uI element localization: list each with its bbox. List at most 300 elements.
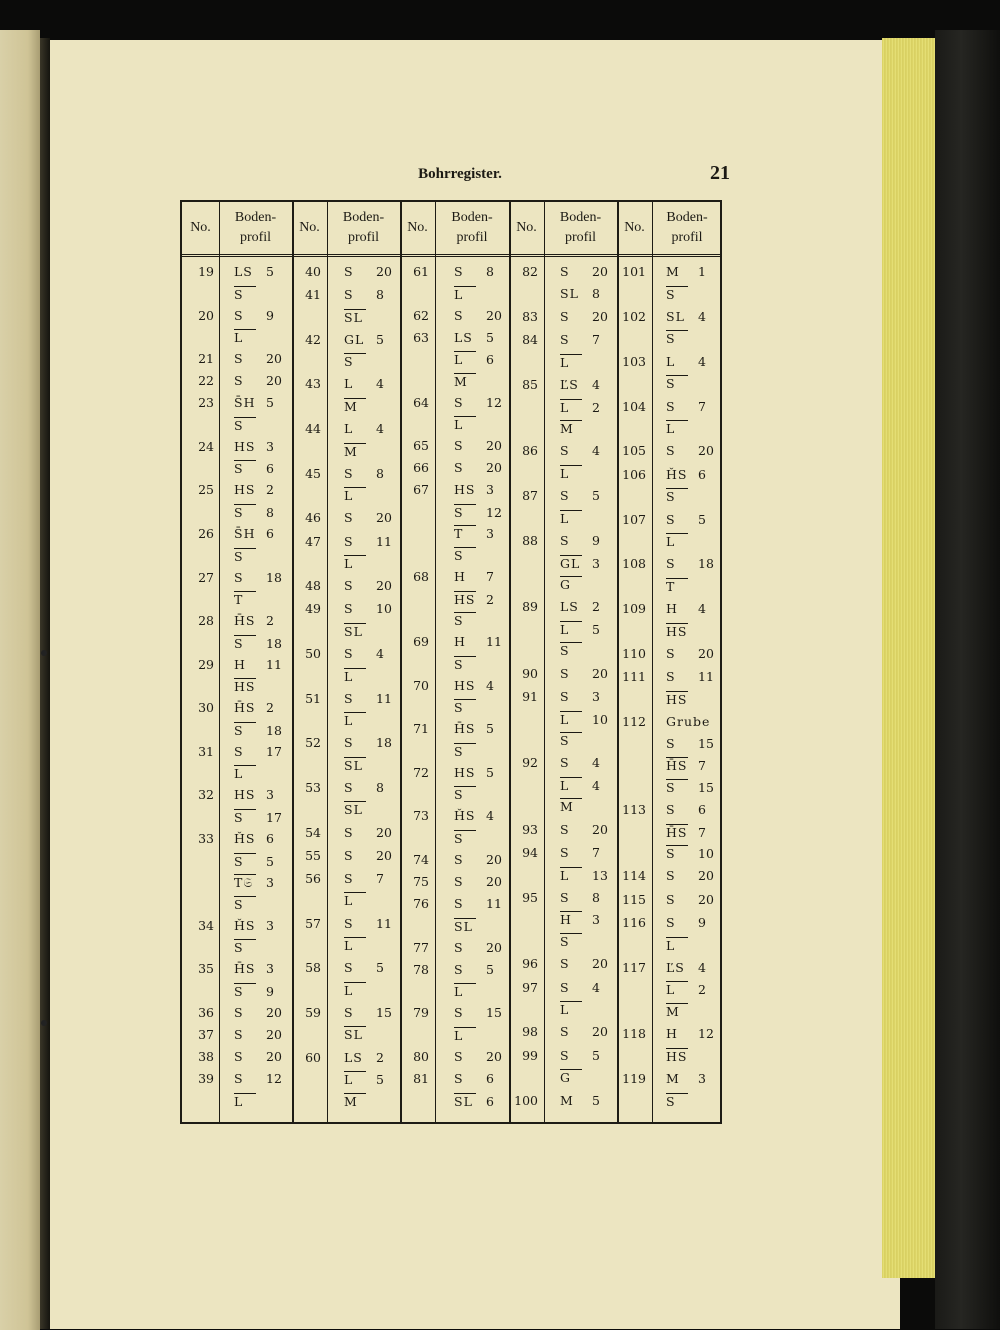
thickness-value: 5 [592, 1092, 600, 1108]
soil-code: ĽS [666, 959, 685, 975]
record-number: 101 [622, 264, 646, 279]
record-number: 44 [305, 421, 321, 437]
soil-profile-entry [560, 420, 592, 437]
soil-profile-entry [344, 1050, 384, 1066]
soil-profile-entry [344, 309, 376, 326]
record-number: 115 [622, 891, 646, 907]
column-rule [292, 202, 294, 1122]
record-number: 30 [198, 700, 214, 716]
soil-code: SL [454, 1093, 476, 1110]
record-number: 99 [522, 1047, 538, 1063]
soil-profile-entry [560, 777, 600, 794]
thickness-value: 20 [486, 851, 502, 867]
soil-profile-entry [560, 488, 600, 504]
record-number: 32 [198, 787, 214, 803]
soil-code: S [344, 847, 354, 863]
soil-profile-entry [234, 570, 282, 586]
soil-profile-entry [666, 779, 714, 796]
soil-code: S [234, 896, 256, 913]
record-number: 87 [522, 488, 538, 504]
thickness-value: 5 [266, 853, 274, 869]
record-number: 66 [413, 460, 429, 476]
soil-code: HS [666, 623, 688, 639]
soil-code: SL [344, 1026, 366, 1043]
soil-code: H [454, 569, 466, 585]
soil-profile-entry [344, 332, 384, 348]
soil-profile-entry [454, 373, 486, 390]
soil-profile-entry [454, 308, 502, 324]
soil-profile-entry [454, 395, 502, 411]
soil-profile-entry [454, 1005, 502, 1021]
soil-code: S [344, 1004, 354, 1020]
soil-code: S [344, 601, 354, 617]
soil-profile-entry [234, 744, 282, 760]
soil-profile-entry [234, 831, 274, 847]
soil-code: L [560, 621, 582, 638]
soil-profile-entry [666, 1048, 698, 1065]
record-number: 93 [522, 821, 538, 837]
soil-code: S [234, 351, 244, 367]
thickness-value: 5 [376, 960, 384, 976]
thickness-value: 18 [266, 569, 282, 585]
record-number: 24 [198, 438, 214, 454]
soil-profile-entry [454, 330, 494, 346]
thickness-value: 15 [698, 735, 714, 751]
thickness-value: 5 [376, 1072, 384, 1087]
soil-profile-entry [234, 635, 282, 652]
soil-code: M [666, 1003, 688, 1020]
soil-code: L [666, 420, 688, 437]
soil-code: S [234, 307, 244, 323]
record-number: 117 [622, 959, 646, 975]
soil-code: S [344, 824, 354, 840]
soil-code: S [234, 853, 256, 870]
soil-code: H [560, 911, 582, 928]
soil-profile-entry [560, 956, 608, 972]
soil-profile-entry [666, 309, 706, 325]
record-number: 89 [522, 599, 538, 615]
soil-profile-entry [666, 1026, 714, 1042]
soil-code: S [234, 417, 256, 434]
soil-code: S [344, 646, 354, 661]
record-number: 94 [522, 845, 538, 860]
soil-code: T [666, 578, 688, 595]
soil-profile-entry [454, 547, 486, 564]
column-header-no: No. [299, 220, 320, 235]
soil-code: S [234, 569, 244, 585]
thickness-value: 7 [698, 398, 706, 414]
soil-profile-entry [666, 375, 698, 392]
soil-profile-entry [454, 1071, 494, 1087]
soil-code: S [344, 510, 354, 526]
soil-code: S [234, 809, 256, 826]
soil-code: S [454, 504, 476, 521]
record-number: 48 [305, 578, 321, 594]
soil-profile-entry [666, 420, 698, 437]
soil-code: S [560, 933, 582, 950]
soil-profile-entry [234, 591, 266, 608]
soil-code: S [560, 443, 570, 459]
record-number: 74 [413, 851, 429, 867]
soil-profile-entry [234, 961, 274, 977]
record-number: 97 [522, 979, 538, 995]
soil-profile-entry [454, 962, 494, 978]
soil-code: S [666, 398, 676, 414]
soil-profile-entry [234, 460, 274, 477]
soil-profile-entry [234, 264, 274, 280]
binding-mark [41, 1020, 47, 1026]
soil-profile-entry [454, 351, 494, 368]
column-header-no: No. [190, 220, 211, 235]
record-number: 86 [522, 443, 538, 459]
thickness-value: 20 [592, 1024, 608, 1040]
record-number: 52 [305, 735, 321, 751]
soil-profile-entry [560, 286, 600, 302]
soil-profile-entry [560, 399, 600, 416]
soil-profile-entry [234, 482, 274, 498]
column-rule [617, 202, 619, 1122]
soil-profile-entry [666, 286, 698, 303]
record-number: 19 [198, 264, 214, 279]
thickness-value: 3 [266, 875, 274, 891]
soil-profile-entry [666, 264, 706, 280]
soil-profile-entry [454, 678, 494, 694]
soil-profile-entry [234, 983, 274, 1000]
record-number: 81 [413, 1071, 429, 1086]
soil-profile-entry [454, 830, 486, 847]
thickness-value: 5 [486, 764, 494, 780]
record-number: 49 [305, 601, 321, 617]
soil-profile-entry [344, 287, 384, 303]
soil-code: S [344, 264, 354, 279]
record-number: 63 [413, 329, 429, 345]
soil-code: S [666, 443, 676, 459]
soil-code: H̄S [454, 721, 476, 737]
soil-code: S [560, 264, 570, 279]
soil-profile-entry [454, 786, 486, 803]
soil-profile-entry [344, 1005, 392, 1021]
record-number: 26 [198, 526, 214, 542]
soil-profile-entry [454, 1093, 494, 1110]
soil-profile-entry [344, 534, 392, 550]
soil-profile-entry [454, 874, 502, 890]
record-number: 28 [198, 613, 214, 629]
record-number: 118 [622, 1026, 646, 1042]
soil-profile-entry [560, 845, 600, 861]
soil-code: HS [234, 787, 256, 803]
soil-code: L [454, 1027, 476, 1044]
thickness-value: 20 [376, 847, 392, 863]
soil-code: S [666, 511, 676, 527]
soil-profile-entry [234, 678, 266, 695]
soil-code: L [560, 1001, 582, 1018]
soil-code: HS [666, 691, 688, 707]
soil-profile-entry [234, 417, 266, 434]
soil-code: S [344, 287, 354, 303]
soil-profile-entry [344, 466, 384, 482]
record-number: 79 [413, 1005, 429, 1021]
thickness-value: 20 [592, 956, 608, 972]
record-number: 91 [522, 689, 538, 704]
soil-profile-entry [454, 765, 494, 781]
record-number: 84 [522, 332, 538, 348]
record-number: 40 [305, 264, 321, 279]
thickness-value: 13 [592, 867, 608, 883]
soil-code: L [666, 533, 688, 550]
soil-code: L [234, 329, 256, 346]
soil-profile-entry [344, 982, 376, 999]
record-number: 56 [305, 870, 321, 886]
soil-profile-entry [666, 714, 720, 730]
record-number: 34 [198, 917, 214, 933]
record-number: 90 [522, 665, 538, 681]
soil-code: S [344, 353, 366, 370]
thickness-value: 11 [486, 896, 502, 912]
soil-code: S [560, 308, 570, 324]
binding-mark [41, 650, 47, 656]
soil-code: M [666, 264, 680, 279]
thickness-value: 11 [698, 669, 714, 685]
soil-profile-entry [234, 1005, 282, 1021]
soil-profile-entry [234, 504, 274, 521]
soil-code: S [234, 983, 256, 1000]
thickness-value: 5 [592, 621, 600, 637]
soil-code: S [454, 264, 464, 279]
soil-profile-entry [454, 612, 486, 629]
thickness-value: 3 [486, 526, 494, 542]
thickness-value: 12 [486, 504, 502, 520]
soil-profile-entry [666, 669, 714, 685]
soil-code: ȞS [234, 917, 256, 933]
soil-code: M [666, 1071, 680, 1086]
soil-profile-entry [344, 376, 384, 392]
soil-code: S [560, 689, 570, 704]
soil-profile-entry [454, 591, 494, 608]
thickness-value: 6 [266, 526, 274, 542]
record-number: 105 [622, 443, 646, 459]
soil-profile-entry [344, 578, 392, 594]
record-number: 88 [522, 533, 538, 548]
thickness-value: 20 [266, 1004, 282, 1020]
soil-code: L [344, 712, 366, 729]
soil-code: S [560, 533, 570, 548]
soil-profile-entry [666, 556, 714, 572]
soil-profile-entry [560, 1001, 592, 1018]
soil-code: SL [666, 308, 685, 324]
thickness-value: 7 [698, 824, 706, 840]
soil-code: L [234, 1093, 256, 1110]
soil-profile-entry [666, 330, 698, 347]
soil-code: S [666, 845, 688, 862]
record-number: 38 [198, 1048, 214, 1064]
thickness-value: 20 [486, 939, 502, 955]
soil-profile-entry [344, 623, 376, 640]
soil-profile-entry [666, 845, 714, 862]
soil-code: S [560, 1024, 570, 1040]
soil-code: S [344, 465, 354, 481]
record-number: 69 [413, 634, 429, 650]
soil-profile-entry [560, 621, 600, 638]
thickness-value: 20 [376, 264, 392, 279]
soil-code: S [454, 1005, 464, 1021]
thickness-value: 6 [486, 352, 494, 368]
thickness-value: 2 [376, 1049, 384, 1065]
record-number: 39 [198, 1071, 214, 1086]
thickness-value: 3 [486, 482, 494, 498]
thickness-value: 7 [376, 870, 384, 886]
record-number: 109 [622, 601, 646, 617]
soil-profile-entry [234, 918, 274, 934]
thickness-value: 7 [592, 332, 600, 348]
record-number: 110 [622, 646, 646, 661]
thickness-value: 8 [486, 264, 494, 279]
record-number: 36 [198, 1004, 214, 1020]
soil-code: S [454, 394, 464, 410]
thickness-value: 3 [266, 438, 274, 454]
record-number: 21 [198, 351, 214, 367]
soil-profile-entry [666, 802, 706, 818]
soil-code: S [560, 979, 570, 995]
soil-profile-entry [234, 939, 266, 956]
soil-profile-entry [666, 892, 714, 908]
soil-code: S [666, 375, 688, 392]
left-page-edge [0, 30, 40, 1330]
thickness-value: 11 [266, 656, 282, 672]
column-rule [400, 202, 402, 1122]
soil-code: S [454, 939, 464, 955]
thickness-value: 4 [486, 677, 494, 693]
soil-code: S [666, 556, 676, 572]
soil-code: S [560, 889, 570, 905]
record-number: 58 [305, 960, 321, 976]
soil-profile-entry [344, 1071, 384, 1088]
record-number: 104 [622, 398, 646, 414]
thickness-value: 3 [592, 555, 600, 571]
soil-profile-entry [344, 421, 384, 437]
soil-code: M [344, 443, 366, 460]
soil-profile-entry [560, 933, 592, 950]
soil-profile-entry [666, 646, 714, 662]
thickness-value: 3 [266, 917, 274, 933]
soil-code: S [454, 786, 476, 803]
record-number: 20 [198, 307, 214, 323]
soil-code: L [560, 510, 582, 527]
soil-code: L [344, 937, 366, 954]
record-number: 95 [522, 889, 538, 905]
record-number: 77 [413, 939, 429, 955]
record-number: 61 [413, 264, 429, 279]
soil-profile-entry [234, 896, 266, 913]
soil-profile-entry [454, 569, 494, 585]
record-number: 76 [413, 896, 429, 912]
record-number: 53 [305, 779, 321, 795]
record-number: 51 [305, 690, 321, 706]
soil-code: S [560, 821, 570, 837]
soil-code: Grube [666, 714, 711, 730]
soil-code: S [344, 690, 354, 706]
thickness-value: 20 [698, 891, 714, 907]
soil-profile-entry [344, 668, 376, 685]
soil-profile-entry [454, 721, 494, 737]
soil-code: S [344, 735, 354, 751]
soil-code: LS [560, 599, 579, 615]
soil-profile-entry [560, 867, 608, 884]
soil-code: H̄S [234, 700, 256, 716]
record-number: 113 [622, 802, 646, 817]
soil-profile-entry [344, 735, 392, 751]
book-gutter [40, 38, 50, 1329]
soil-code: HS [454, 764, 476, 780]
soil-profile-entry [344, 555, 376, 572]
record-number: 67 [413, 482, 429, 498]
soil-profile-entry [666, 937, 698, 954]
record-number: 111 [622, 669, 646, 685]
thickness-value: 20 [486, 307, 502, 323]
soil-code: S̄H [234, 526, 256, 542]
soil-profile-entry [666, 824, 706, 841]
soil-code: T [234, 591, 256, 608]
soil-profile-entry [344, 353, 376, 370]
soil-code: S [234, 286, 256, 303]
soil-code: S [666, 646, 676, 661]
thickness-value: 10 [376, 601, 392, 617]
soil-code: M [344, 398, 366, 415]
soil-profile-entry [560, 576, 592, 593]
soil-profile-entry [234, 1093, 266, 1110]
record-number: 114 [622, 868, 646, 884]
soil-code: GL [560, 555, 581, 571]
soil-profile-entry [560, 666, 608, 682]
thickness-value: 10 [698, 846, 714, 861]
soil-code: L [454, 983, 476, 1000]
thickness-value: 10 [592, 711, 608, 727]
soil-profile-entry [234, 657, 282, 673]
soil-profile-entry [560, 533, 600, 549]
thickness-value: 4 [698, 601, 706, 617]
record-number: 65 [413, 438, 429, 454]
record-number: 102 [622, 308, 646, 324]
soil-code: S [234, 635, 256, 652]
soil-profile-entry [560, 689, 600, 705]
thickness-value: 2 [266, 700, 274, 716]
record-number: 46 [305, 510, 321, 526]
record-number: 108 [622, 556, 646, 572]
soil-profile-entry [454, 808, 494, 824]
thickness-value: 4 [376, 646, 384, 661]
soil-code: S [666, 802, 676, 817]
thickness-value: 5 [486, 721, 494, 737]
record-number: 27 [198, 569, 214, 585]
soil-code: SL [344, 623, 366, 640]
record-number: 45 [305, 465, 321, 481]
column-header-no: No. [407, 220, 428, 235]
thickness-value: 5 [592, 1047, 600, 1063]
soil-code: S [344, 960, 354, 976]
column-header-profil: Boden- profil [234, 210, 277, 245]
soil-profile-entry [560, 798, 592, 815]
soil-code: ȞS [454, 808, 476, 824]
thickness-value: 5 [592, 488, 600, 504]
thickness-value: 6 [698, 466, 706, 482]
soil-profile-entry [666, 443, 714, 459]
soil-code: S [560, 956, 570, 972]
soil-profile-entry [666, 868, 714, 884]
soil-profile-entry [344, 780, 384, 796]
thickness-value: 5 [266, 395, 274, 411]
soil-profile-entry [344, 892, 376, 909]
soil-profile-entry [560, 1024, 608, 1040]
soil-code: S [454, 656, 476, 673]
